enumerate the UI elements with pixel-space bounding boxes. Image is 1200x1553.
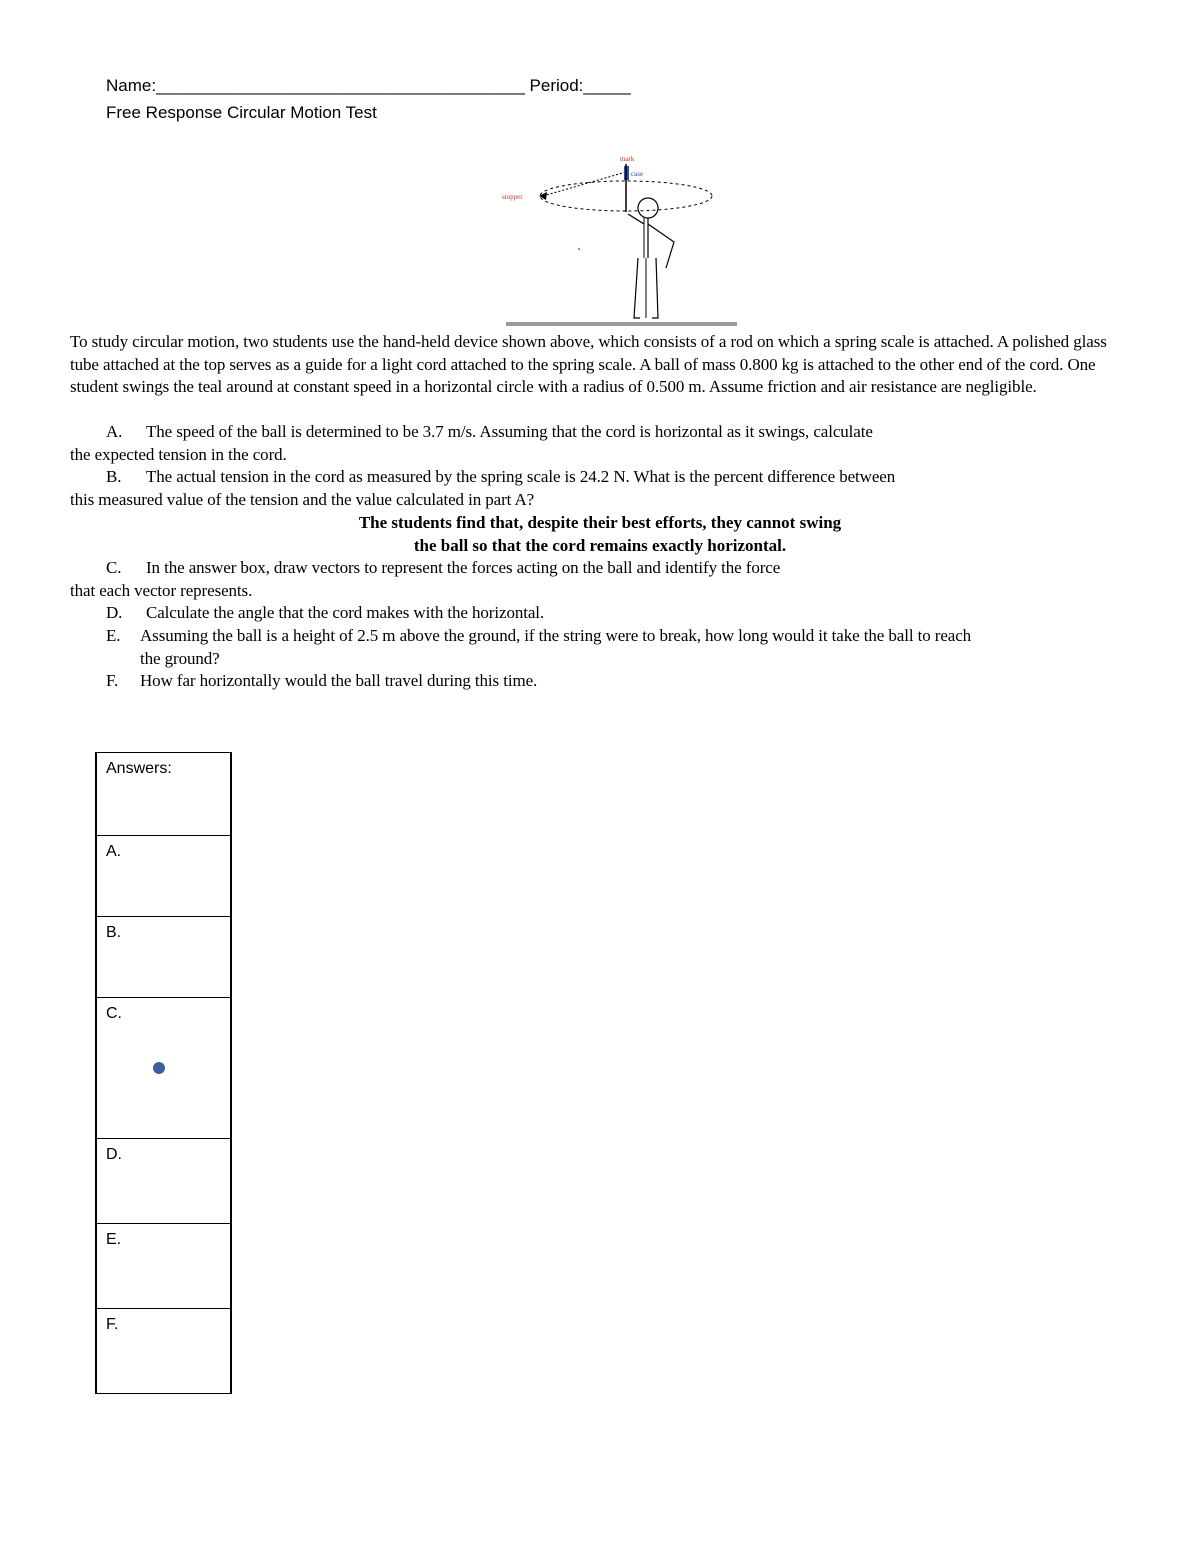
- answer-cell-f[interactable]: [97, 1309, 230, 1394]
- answer-label-e: E.: [106, 1231, 122, 1248]
- answer-cell-a[interactable]: [97, 836, 230, 917]
- question-c-label: C.: [106, 558, 122, 577]
- question-d-line1: Calculate the angle that the cord makes with the horizontal.: [146, 603, 545, 622]
- name-period-line[interactable]: Name:_______________________________________ Period:_____: [106, 76, 631, 95]
- answer-label-f: F.: [106, 1316, 119, 1333]
- question-f-line1: How far horizontally would the ball travel during this time.: [140, 671, 538, 690]
- answer-label-a: A.: [106, 843, 122, 860]
- question-a-label: A.: [106, 422, 123, 441]
- question-b-label: B.: [106, 467, 122, 486]
- answer-box-table: [95, 752, 232, 1394]
- note-line-1: The students find that, despite their best efforts, they cannot swing: [358, 513, 842, 532]
- answers-heading-cell: [97, 753, 230, 836]
- answer-label-b: B.: [106, 924, 122, 941]
- answers-heading: Answers:: [106, 760, 172, 777]
- question-b-line2: this measured value of the tension and the value calculated in part A?: [70, 489, 535, 509]
- answer-label-d: D.: [106, 1146, 122, 1163]
- intro-paragraph: To study circular motion, two students use the hand-held device shown above, which consists of a rod on which a spring scale is attached. A polished glass tube attached at the top serves as a guide for a light cord attached to the spring scale. A ball of mass 0.800 kg is attached to the other end of the cord. One student swings the teal around at constant speed in a horizontal circle with a radius of 0.500 m. Assume friction and air resistance are negligible.: [70, 332, 1107, 397]
- answer-label-c: C.: [106, 1005, 122, 1022]
- question-c-line1: In the answer box, draw vectors to represent the forces acting on the ball and identify the force: [146, 558, 781, 577]
- question-e-line1: Assuming the ball is a height of 2.5 m above the ground, if the string were to break, how long would it take the ball to reach: [140, 626, 972, 645]
- case-label: case: [631, 170, 644, 178]
- answer-cell-e[interactable]: [97, 1224, 230, 1309]
- floor-line: [506, 322, 737, 326]
- question-a-line1: The speed of the ball is determined to be 3.7 m/s. Assuming that the cord is horizontal as it swings, calculate: [146, 422, 873, 441]
- test-title: Free Response Circular Motion Test: [106, 103, 377, 122]
- question-c-line2: that each vector represents.: [70, 580, 253, 600]
- stopper-label: stopper: [502, 193, 523, 201]
- note-line-2: the ball so that the cord remains exactly horizontal.: [413, 536, 787, 555]
- ball-dot: [153, 1062, 165, 1074]
- question-a-line2: the expected tension in the cord.: [70, 444, 287, 464]
- question-e-label: E.: [106, 626, 121, 645]
- answer-cell-d[interactable]: [97, 1139, 230, 1224]
- question-b-line1: The actual tension in the cord as measured by the spring scale is 24.2 N. What is the percent difference between: [146, 467, 896, 486]
- answer-cell-c[interactable]: [97, 998, 230, 1139]
- question-f-label: F.: [106, 671, 119, 690]
- answer-cell-b[interactable]: [97, 917, 230, 998]
- mark-label: mark: [620, 155, 635, 163]
- question-d-label: D.: [106, 603, 123, 622]
- circular-motion-diagram: [498, 150, 740, 330]
- question-e-line2: the ground?: [140, 648, 220, 668]
